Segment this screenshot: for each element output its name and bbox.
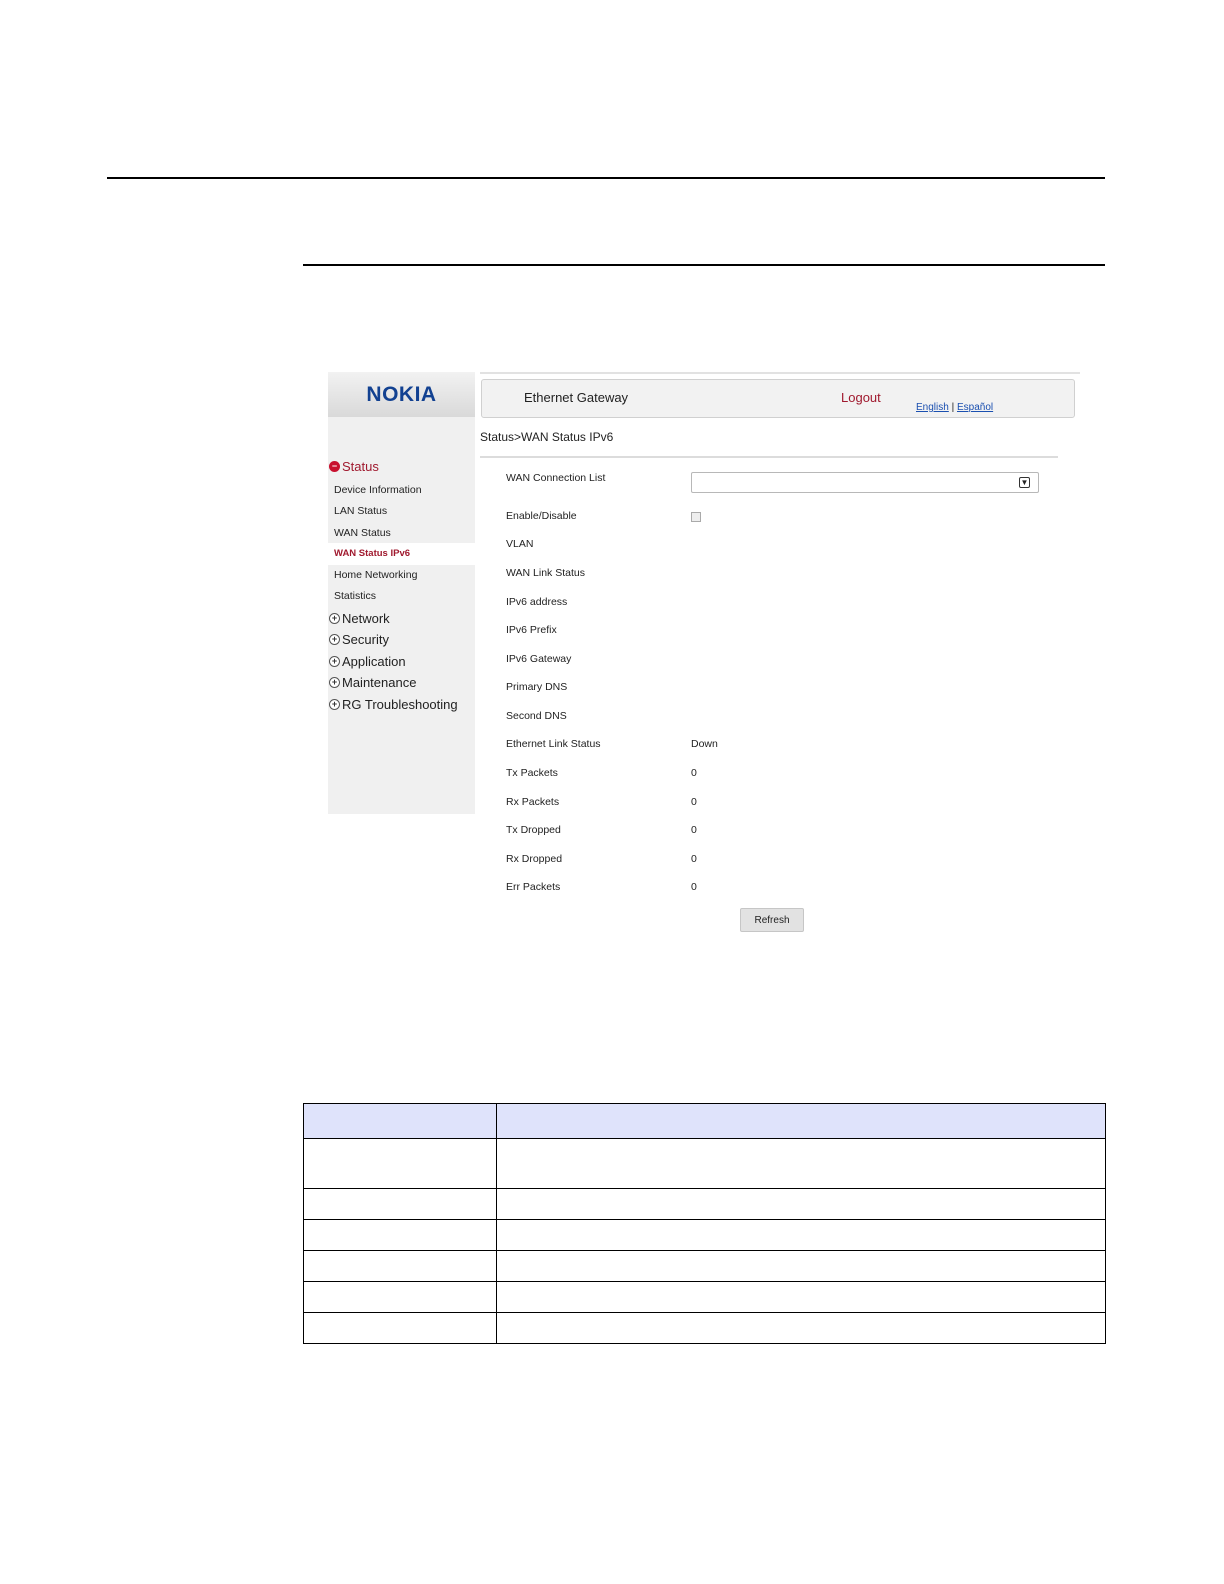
nav-network[interactable] <box>329 611 390 626</box>
breadcrumb-divider <box>480 456 1058 458</box>
section-rule <box>303 264 1105 266</box>
expand-icon: + <box>329 656 340 667</box>
table-header-cell <box>497 1104 1106 1139</box>
sidebar-item-wan-status-ipv6[interactable]: WAN Status IPv6 <box>328 543 475 565</box>
nav-application[interactable] <box>329 654 406 669</box>
nav-maintenance[interactable] <box>329 675 416 690</box>
nav-rg-troubleshooting-label: RG Troubleshooting <box>342 697 458 712</box>
table-header-row <box>304 1104 1106 1139</box>
label-rx-packets: Rx Packets <box>506 796 560 808</box>
table-cell <box>304 1189 497 1220</box>
app-title: Ethernet Gateway <box>524 390 629 405</box>
table-cell <box>497 1189 1106 1220</box>
label-enable-disable: Enable/Disable <box>506 510 577 522</box>
label-ipv6-gateway: IPv6 Gateway <box>506 653 572 665</box>
nav-status-label: Status <box>342 459 379 474</box>
expand-icon: + <box>329 677 340 688</box>
logout-link[interactable]: Logout <box>841 390 881 405</box>
label-rx-dropped: Rx Dropped <box>506 853 563 865</box>
language-switcher <box>916 402 993 413</box>
value-rx-packets: 0 <box>691 796 697 808</box>
sidebar-item-lan-status[interactable]: LAN Status <box>334 505 388 517</box>
top-rule <box>107 177 1105 179</box>
label-tx-dropped: Tx Dropped <box>506 824 561 836</box>
table-cell <box>497 1220 1106 1251</box>
expand-icon: + <box>329 634 340 645</box>
table-cell <box>497 1139 1106 1189</box>
sidebar-item-home-networking[interactable]: Home Networking <box>334 569 418 581</box>
label-second-dns: Second DNS <box>506 710 567 722</box>
value-ethernet-link-status: Down <box>691 738 718 750</box>
table-cell <box>304 1251 497 1282</box>
label-primary-dns: Primary DNS <box>506 681 568 693</box>
gateway-screenshot <box>328 372 1080 942</box>
parameter-table <box>303 1103 1106 1344</box>
value-tx-dropped: 0 <box>691 824 697 836</box>
table-cell <box>497 1282 1106 1313</box>
wan-connection-select[interactable] <box>691 472 1039 493</box>
breadcrumb: Status>WAN Status IPv6 <box>480 430 614 444</box>
table-row <box>304 1251 1106 1282</box>
label-ipv6-address: IPv6 address <box>506 596 568 608</box>
table-row <box>304 1282 1106 1313</box>
value-tx-packets: 0 <box>691 767 697 779</box>
table-row <box>304 1189 1106 1220</box>
nav-status[interactable] <box>329 459 379 474</box>
nav-security[interactable] <box>329 632 389 647</box>
table-cell <box>497 1313 1106 1344</box>
label-err-packets: Err Packets <box>506 881 561 893</box>
label-tx-packets: Tx Packets <box>506 767 558 779</box>
refresh-button[interactable]: Refresh <box>740 908 804 932</box>
label-wan-link-status: WAN Link Status <box>506 567 585 579</box>
logo <box>328 372 475 417</box>
table-cell <box>304 1282 497 1313</box>
label-ipv6-prefix: IPv6 Prefix <box>506 624 557 636</box>
sidebar-item-wan-status[interactable]: WAN Status <box>334 527 391 539</box>
frame-top-line <box>480 372 1080 374</box>
collapse-icon: − <box>329 461 340 472</box>
label-vlan: VLAN <box>506 538 534 550</box>
value-err-packets: 0 <box>691 881 697 893</box>
nav-maintenance-label: Maintenance <box>342 675 417 690</box>
nav-rg-troubleshooting[interactable] <box>329 697 458 712</box>
table-cell <box>304 1139 497 1189</box>
language-separator: | <box>951 402 955 413</box>
enable-checkbox[interactable] <box>691 512 701 522</box>
nav-security-label: Security <box>342 632 389 647</box>
label-wan-connection-list: WAN Connection List <box>506 472 606 484</box>
nav-network-label: Network <box>342 611 390 626</box>
header-bar <box>481 379 1075 418</box>
chevron-down-icon: ▼ <box>1020 478 1029 487</box>
expand-icon: + <box>329 613 340 624</box>
table-header-cell <box>304 1104 497 1139</box>
espanol-link[interactable]: Español <box>956 402 994 413</box>
table-cell <box>497 1251 1106 1282</box>
sidebar <box>328 372 475 814</box>
nav-application-label: Application <box>342 654 406 669</box>
expand-icon: + <box>329 699 340 710</box>
table-cell <box>304 1313 497 1344</box>
table-row <box>304 1220 1106 1251</box>
english-link[interactable]: English <box>916 402 949 413</box>
value-rx-dropped: 0 <box>691 853 697 865</box>
table-row <box>304 1139 1106 1189</box>
table-cell <box>304 1220 497 1251</box>
sidebar-item-device-information[interactable]: Device Information <box>334 484 422 496</box>
table-row <box>304 1313 1106 1344</box>
sidebar-item-statistics[interactable]: Statistics <box>334 590 377 602</box>
logo-text: NOKIA <box>366 382 437 406</box>
label-ethernet-link-status: Ethernet Link Status <box>506 738 601 750</box>
